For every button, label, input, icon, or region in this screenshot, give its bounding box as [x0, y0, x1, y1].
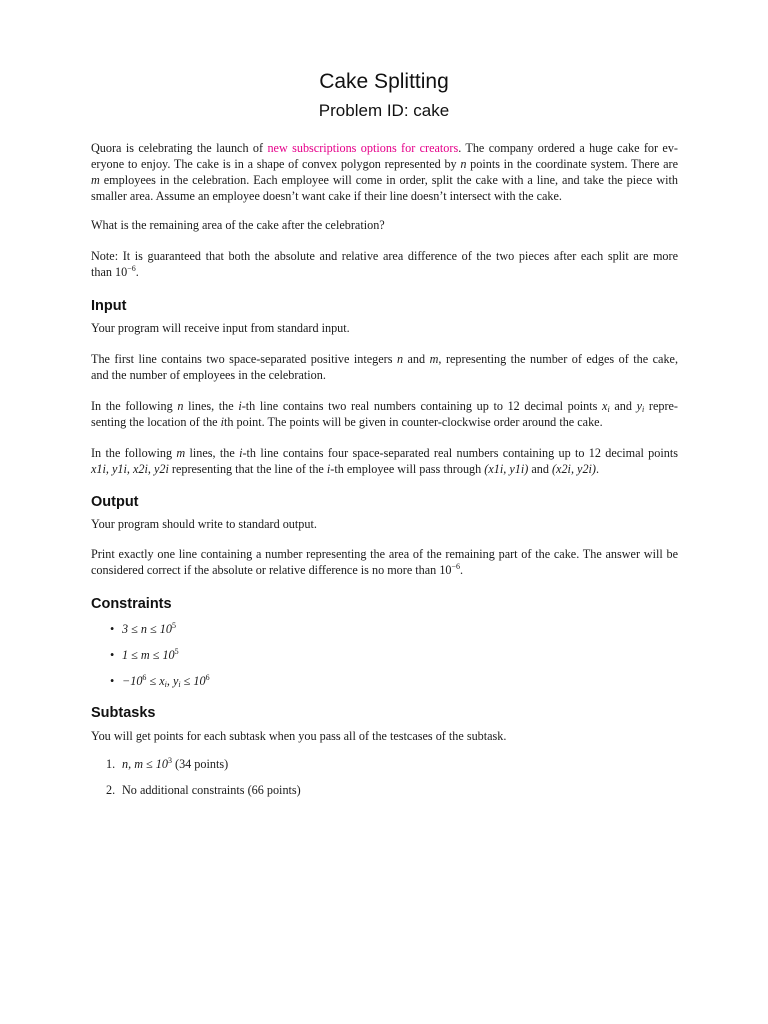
input-paragraph-1: Your program will receive input from standard input. [91, 321, 350, 335]
note-paragraph: Note: It is guaranteed that both the absolute and relative area difference of the two pieces after each split are more than $10^{-6}$. [91, 249, 678, 279]
page-title: Cake Splitting [319, 70, 449, 93]
input-heading: Input [91, 298, 127, 314]
subtasks-heading: Subtasks [91, 705, 156, 721]
intro-line-3: m employees in the celebration. Each employee will come in order, split the cake with a line, and take the piece with [91, 173, 678, 187]
subscriptions-link[interactable]: new subscriptions options for creators [267, 141, 459, 155]
output-heading: Output [91, 494, 139, 510]
constraint-item: • $3 \le n \le 10^5$ [110, 621, 176, 636]
intro-line-4: smaller area. Assume an employee doesn’t want cake if their line doesn’t intersect with the cake. [91, 189, 562, 203]
subtask-item: 2. No additional constraints (66 points) [106, 783, 301, 797]
output-paragraph-1: Your program should write to standard output. [91, 517, 317, 531]
constraint-item: • $1 \le m \le 10^5$ [110, 647, 179, 662]
constraint-item: • $-10^6 \le x_i$, $y_i \le 10^6$ [110, 673, 210, 689]
subtask-item: 1. n, $m \le 10^3$ (34 points) [106, 756, 229, 771]
intro-line-1: Quora is celebrating the launch of new subscriptions options for creators. The company ordered a huge cake for ev- [91, 141, 678, 155]
problem-id: Problem ID: cake [318, 101, 450, 120]
constraints-heading: Constraints [91, 596, 172, 612]
question-paragraph: What is the remaining area of the cake after the celebration? [91, 218, 385, 232]
output-paragraph-2: Print exactly one line containing a number representing the area of the remaining part of the cake. The answer will be considered correct if the absolute or relative difference is no more than $10^{-6}$. [91, 547, 678, 577]
intro-line-2: eryone to enjoy. The cake is in a shape of convex polygon represented by n points in the coordinate system. There are [91, 157, 679, 171]
input-paragraph-4: In the following m lines, the i-th line contains four space-separated real numbers containing up to 12 decimal points x1i, y1i, x2i, y2i representing that the line of the i-th employee will pass through (x1i, y1i) and (x2i, y2i). [91, 446, 678, 476]
input-paragraph-3: In the following n lines, the i-th line contains two real numbers containing up to 12 decimal points $x_i$ and $y_i$ repre- senting the location of the ith point. The points will be given in counter-clockwise order around the cake. [91, 399, 678, 429]
subtasks-intro: You will get points for each subtask when you pass all of the testcases of the subtask. [91, 729, 507, 743]
intro-paragraph [91, 140, 678, 204]
input-paragraph-2: The first line contains two space-separated positive integers n and m, representing the number of edges of the cake, and the number of employees in the celebration. [91, 352, 679, 382]
